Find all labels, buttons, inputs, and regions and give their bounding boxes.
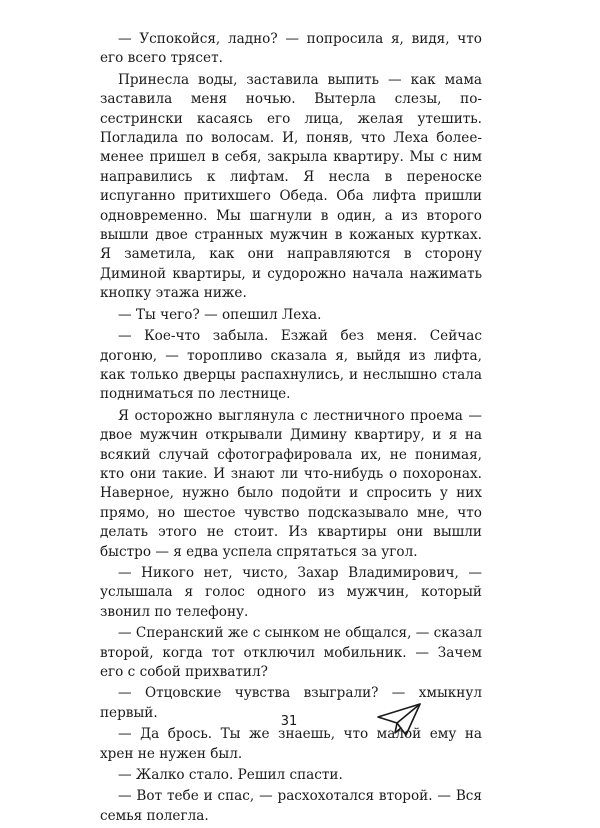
page-text — [100, 30, 482, 828]
paragraph-9: — Да брось. Ты же знаешь, что малой ему на хрен не нужен был. — [100, 726, 482, 762]
paragraph-2: Принесла воды, заставила выпить — как мама заставила меня ночью. Вытерла слезы, по-сестрински касаясь его лица, желая утешить. Погладила по волосам. И, поняв, что Леха более-менее пришел в себя, закрыла квартиру. Мы с ним направились к лифтам. Я несла в переноске испуганно притихшего Обеда. Оба лифта пришли одновременно. Мы шагнули в один, а из второго вышли двое странных мужчин в кожаных куртках. Я заметила, как они направляются в сторону Диминой квартиры, и судорожно начала нажимать кнопку этажа ниже. — [100, 71, 482, 302]
paragraph-4: — Кое-что забыла. Езжай без меня. Сейчас догоню, — торопливо сказала я, выйдя из лифта, как только дверцы распахнулись, и неслышно стала подниматься по лестнице. — [100, 328, 482, 403]
paragraph-11: — Вот тебе и спас, — расхохотался второй. — Вся семья полегла. — [100, 788, 482, 824]
paragraph-5: Я осторожно выглянула с лестничного проема — двое мужчин открывали Димину квартиру, и я на всякий случай сфотографировала их, не понимая, кто они такие. И знают ли что-нибудь о похоронах. Наверное, нужно было подойти и спросить у них прямо, но шестое чувство подсказывало мне, что делать этого не стоит. Из квартиры они вышли быстро — я едва успела спрятаться за угол. — [100, 407, 482, 560]
paragraph-7: — Сперанский же с сынком не общался, — сказал второй, когда тот отключил мобильник. — Зачем его с собой прихватил? — [100, 625, 482, 680]
page-number: 31 — [280, 714, 298, 729]
paragraph-10: — Жалко стало. Решил спасти. — [118, 767, 343, 784]
paragraph-3: — Ты чего? — опешил Леха. — [118, 306, 322, 323]
paragraph-8: — Отцовские чувства взыграли? — хмыкнул первый. — [100, 685, 482, 721]
paragraph-6: — Никого нет, чисто, Захар Владимирович, — услышала я голос одного из мужчин, который звонил по телефону. — [100, 564, 482, 620]
paper-plane-icon — [376, 702, 422, 738]
paragraph-1: — Успокойся, ладно? — попросила я, видя, что его всего трясет. — [100, 31, 482, 67]
